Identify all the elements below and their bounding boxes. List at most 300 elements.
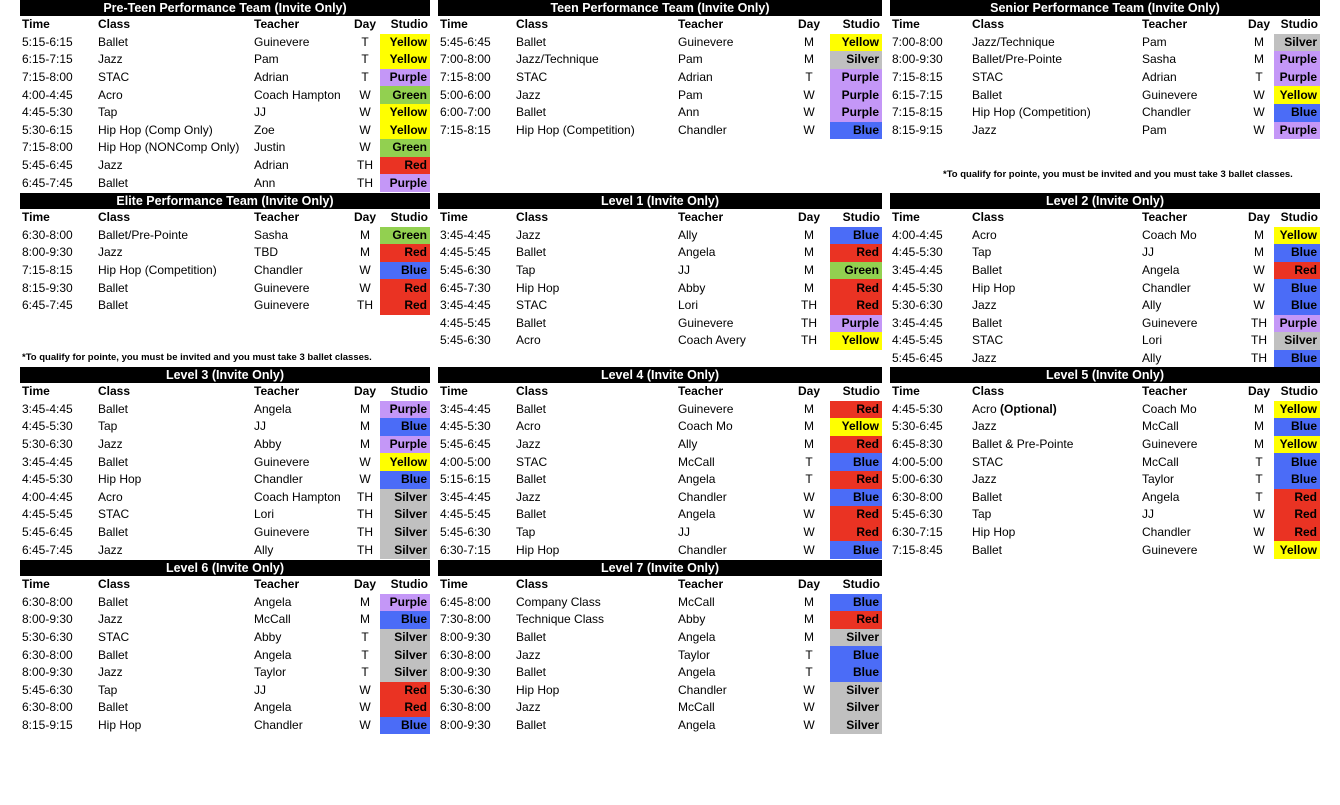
- teacher-cell: Angela: [678, 507, 716, 522]
- table-row: [438, 262, 882, 280]
- schedule-table: [438, 383, 882, 559]
- schedule-senior: [890, 0, 1320, 139]
- day-cell: W: [359, 105, 371, 120]
- studio-cell: Blue: [1274, 471, 1320, 489]
- time-cell: 6:45-7:45: [22, 298, 73, 313]
- teacher-cell: Chandler: [1142, 525, 1191, 540]
- header-time: Time: [440, 384, 468, 399]
- teacher-cell: Abby: [678, 280, 706, 295]
- day-cell: M: [1254, 52, 1264, 67]
- teacher-cell: Chandler: [1142, 280, 1191, 295]
- day-cell: W: [803, 700, 815, 715]
- table-row: [438, 717, 882, 735]
- studio-cell: Purple: [380, 594, 430, 612]
- schedule-title: Teen Performance Team (Invite Only): [438, 0, 882, 16]
- studio-cell: Purple: [380, 69, 430, 87]
- table-row: [20, 436, 430, 454]
- studio-cell: Yellow: [380, 34, 430, 52]
- teacher-cell: JJ: [678, 263, 690, 278]
- header-row: [20, 576, 430, 594]
- day-cell: T: [361, 70, 369, 85]
- teacher-cell: Ann: [678, 105, 700, 120]
- time-cell: 3:45-4:45: [22, 454, 73, 469]
- header-studio: Studio: [390, 17, 428, 32]
- teacher-cell: Sasha: [254, 227, 289, 242]
- time-cell: 6:30-8:00: [892, 489, 943, 504]
- teacher-cell: Adrian: [254, 158, 289, 173]
- header-class: Class: [516, 210, 549, 225]
- teacher-cell: Ally: [1142, 298, 1162, 313]
- time-cell: 7:15-8:00: [22, 140, 73, 155]
- teacher-cell: Guinevere: [254, 34, 310, 49]
- studio-cell: Silver: [380, 524, 430, 542]
- table-row: [20, 646, 430, 664]
- day-cell: W: [359, 122, 371, 137]
- time-cell: 8:00-9:30: [22, 665, 73, 680]
- table-row: [438, 629, 882, 647]
- teacher-cell: McCall: [1142, 419, 1179, 434]
- header-studio: Studio: [1280, 384, 1318, 399]
- table-row: [20, 244, 430, 262]
- class-cell: Hip Hop: [516, 682, 560, 697]
- studio-cell: Purple: [380, 174, 430, 192]
- studio-cell: Purple: [830, 86, 882, 104]
- studio-cell: Blue: [1274, 453, 1320, 471]
- teacher-cell: Guinevere: [1142, 87, 1198, 102]
- teacher-cell: JJ: [678, 525, 690, 540]
- day-cell: T: [805, 647, 813, 662]
- header-day: Day: [797, 210, 820, 225]
- day-cell: T: [361, 665, 369, 680]
- time-cell: 3:45-4:45: [440, 227, 491, 242]
- table-row: [20, 174, 430, 192]
- studio-cell: Yellow: [380, 453, 430, 471]
- time-cell: 5:30-6:15: [22, 122, 73, 137]
- time-cell: 3:45-4:45: [440, 401, 491, 416]
- day-cell: W: [803, 122, 815, 137]
- day-cell: M: [360, 227, 370, 242]
- class-cell: Jazz: [516, 437, 541, 452]
- schedule-table: [20, 383, 430, 559]
- table-row: [890, 489, 1320, 507]
- class-cell: Ballet: [98, 594, 129, 609]
- day-cell: M: [804, 630, 814, 645]
- studio-cell: Yellow: [830, 418, 882, 436]
- day-cell: T: [805, 70, 813, 85]
- studio-cell: Blue: [1274, 244, 1320, 262]
- class-cell: Hip Hop: [516, 280, 560, 295]
- header-day: Day: [353, 577, 376, 592]
- class-cell: Hip Hop (NONComp Only): [98, 140, 240, 155]
- table-row: [890, 506, 1320, 524]
- schedule-table: [890, 209, 1320, 367]
- teacher-cell: Abby: [678, 612, 706, 627]
- table-row: [890, 227, 1320, 245]
- teacher-cell: Angela: [678, 630, 716, 645]
- class-cell: Jazz: [972, 419, 997, 434]
- time-cell: 5:00-6:00: [440, 87, 491, 102]
- schedule-title: Senior Performance Team (Invite Only): [890, 0, 1320, 16]
- studio-cell: Yellow: [1274, 227, 1320, 245]
- table-row: [20, 489, 430, 507]
- table-row: [890, 262, 1320, 280]
- teacher-cell: Guinevere: [254, 298, 310, 313]
- teacher-cell: Taylor: [678, 647, 711, 662]
- day-cell: M: [804, 227, 814, 242]
- class-cell: Ballet: [972, 542, 1003, 557]
- header-class: Class: [972, 17, 1005, 32]
- header-class: Class: [516, 384, 549, 399]
- teacher-cell: Sasha: [1142, 52, 1177, 67]
- header-class: Class: [98, 577, 131, 592]
- table-row: [890, 104, 1320, 122]
- header-day: Day: [353, 17, 376, 32]
- header-teacher: Teacher: [678, 17, 724, 32]
- table-row: [438, 682, 882, 700]
- pointe-note-elite: *To qualify for pointe, you must be invited and you must take 3 ballet classes.: [22, 352, 372, 363]
- class-cell: Company Class: [516, 594, 601, 609]
- class-cell: Ballet: [516, 718, 547, 733]
- header-studio: Studio: [1280, 210, 1318, 225]
- studio-cell: Blue: [380, 611, 430, 629]
- teacher-cell: Zoe: [254, 122, 275, 137]
- studio-cell: Purple: [830, 69, 882, 87]
- studio-cell: Silver: [830, 717, 882, 735]
- studio-cell: Silver: [380, 664, 430, 682]
- teacher-cell: Pam: [254, 52, 279, 67]
- day-cell: W: [359, 682, 371, 697]
- studio-cell: Blue: [1274, 350, 1320, 368]
- teacher-cell: Angela: [678, 472, 716, 487]
- day-cell: TH: [357, 489, 373, 504]
- table-row: [20, 717, 430, 735]
- teacher-cell: Adrian: [678, 70, 713, 85]
- class-cell: Ballet: [98, 647, 129, 662]
- studio-cell: Blue: [830, 541, 882, 559]
- table-row: [890, 350, 1320, 368]
- class-cell: Technique Class: [516, 612, 605, 627]
- class-cell: Hip Hop (Competition): [972, 105, 1091, 120]
- table-row: [438, 86, 882, 104]
- teacher-cell: Chandler: [254, 263, 303, 278]
- time-cell: 6:30-8:00: [22, 700, 73, 715]
- time-cell: 6:45-8:30: [892, 437, 943, 452]
- time-cell: 5:30-6:30: [892, 298, 943, 313]
- day-cell: W: [803, 87, 815, 102]
- day-cell: M: [1254, 227, 1264, 242]
- header-studio: Studio: [842, 17, 880, 32]
- day-cell: M: [360, 419, 370, 434]
- header-time: Time: [22, 210, 50, 225]
- header-teacher: Teacher: [254, 17, 300, 32]
- table-row: [438, 418, 882, 436]
- teacher-cell: McCall: [678, 454, 715, 469]
- teacher-cell: Chandler: [254, 472, 303, 487]
- day-cell: T: [1255, 489, 1263, 504]
- day-cell: TH: [801, 333, 817, 348]
- teacher-cell: Angela: [678, 665, 716, 680]
- header-row: [438, 16, 882, 34]
- studio-cell: Blue: [830, 646, 882, 664]
- studio-cell: Green: [830, 262, 882, 280]
- pointe-note-senior: *To qualify for pointe, you must be invited and you must take 3 ballet classes.: [943, 169, 1293, 180]
- table-row: [438, 34, 882, 52]
- studio-cell: Silver: [380, 506, 430, 524]
- class-cell: Ballet: [516, 401, 547, 416]
- teacher-cell: Pam: [1142, 34, 1167, 49]
- day-cell: W: [1253, 263, 1265, 278]
- teacher-cell: Coach Mo: [1142, 401, 1197, 416]
- studio-cell: Blue: [1274, 297, 1320, 315]
- day-cell: M: [804, 612, 814, 627]
- class-cell: Ballet: [98, 454, 129, 469]
- studio-cell: Red: [380, 699, 430, 717]
- time-cell: 4:45-5:45: [440, 315, 491, 330]
- header-row: [438, 209, 882, 227]
- header-time: Time: [440, 577, 468, 592]
- time-cell: 6:45-8:00: [440, 594, 491, 609]
- class-cell: Ballet: [98, 700, 129, 715]
- schedule-teen: [438, 0, 882, 139]
- schedule-table: [20, 576, 430, 734]
- class-cell: Ballet: [972, 489, 1003, 504]
- time-cell: 5:00-6:30: [892, 472, 943, 487]
- studio-cell: Purple: [380, 436, 430, 454]
- class-cell: Tap: [972, 507, 992, 522]
- teacher-cell: JJ: [254, 682, 266, 697]
- day-cell: T: [1255, 472, 1263, 487]
- time-cell: 5:45-6:30: [440, 525, 491, 540]
- studio-cell: Blue: [380, 262, 430, 280]
- table-row: [890, 34, 1320, 52]
- table-row: [20, 157, 430, 175]
- teacher-cell: Lori: [1142, 333, 1163, 348]
- time-cell: 8:00-9:30: [22, 612, 73, 627]
- studio-cell: Purple: [1274, 51, 1320, 69]
- studio-cell: Silver: [830, 629, 882, 647]
- day-cell: W: [803, 489, 815, 504]
- header-day: Day: [797, 17, 820, 32]
- table-row: [20, 51, 430, 69]
- day-cell: TH: [1251, 333, 1267, 348]
- studio-cell: Silver: [380, 489, 430, 507]
- schedule-level-1: [438, 193, 882, 350]
- class-cell: Tap: [972, 245, 992, 260]
- table-row: [890, 541, 1320, 559]
- studio-cell: Green: [380, 86, 430, 104]
- table-row: [890, 122, 1320, 140]
- time-cell: 4:00-5:00: [440, 454, 491, 469]
- header-class: Class: [98, 210, 131, 225]
- teacher-cell: Adrian: [254, 70, 289, 85]
- table-row: [438, 524, 882, 542]
- day-cell: TH: [357, 158, 373, 173]
- day-cell: TH: [357, 175, 373, 190]
- table-row: [20, 629, 430, 647]
- studio-cell: Purple: [830, 104, 882, 122]
- day-cell: W: [359, 140, 371, 155]
- header-day: Day: [797, 577, 820, 592]
- day-cell: TH: [357, 525, 373, 540]
- time-cell: 8:00-9:30: [22, 245, 73, 260]
- table-row: [20, 262, 430, 280]
- time-cell: 3:45-4:45: [22, 401, 73, 416]
- schedule-table: [890, 383, 1320, 559]
- header-row: [20, 16, 430, 34]
- studio-cell: Yellow: [380, 51, 430, 69]
- teacher-cell: McCall: [1142, 454, 1179, 469]
- class-cell: Jazz: [972, 472, 997, 487]
- studio-cell: Silver: [1274, 332, 1320, 350]
- teacher-cell: Guinevere: [254, 525, 310, 540]
- header-teacher: Teacher: [1142, 17, 1188, 32]
- teacher-cell: Taylor: [254, 665, 287, 680]
- time-cell: 4:45-5:30: [22, 419, 73, 434]
- studio-cell: Red: [830, 279, 882, 297]
- table-row: [20, 401, 430, 419]
- day-cell: W: [803, 525, 815, 540]
- class-cell: STAC: [516, 70, 548, 85]
- studio-cell: Red: [380, 682, 430, 700]
- day-cell: M: [804, 52, 814, 67]
- teacher-cell: Taylor: [1142, 472, 1175, 487]
- teacher-cell: Guinevere: [1142, 315, 1198, 330]
- day-cell: M: [804, 594, 814, 609]
- class-cell: Ballet: [516, 245, 547, 260]
- time-cell: 6:30-8:00: [22, 647, 73, 662]
- schedule-level-4: [438, 367, 882, 559]
- class-cell: Hip Hop (Competition): [516, 122, 635, 137]
- class-cell: Jazz: [516, 87, 541, 102]
- day-cell: W: [803, 682, 815, 697]
- day-cell: M: [360, 594, 370, 609]
- teacher-cell: McCall: [678, 700, 715, 715]
- table-row: [438, 699, 882, 717]
- teacher-cell: Guinevere: [254, 454, 310, 469]
- teacher-cell: Guinevere: [254, 280, 310, 295]
- header-studio: Studio: [390, 210, 428, 225]
- time-cell: 6:00-7:00: [440, 105, 491, 120]
- studio-cell: Purple: [830, 315, 882, 333]
- studio-cell: Red: [830, 524, 882, 542]
- studio-cell: Red: [830, 244, 882, 262]
- header-teacher: Teacher: [678, 577, 724, 592]
- time-cell: 6:30-8:00: [440, 647, 491, 662]
- class-cell: Ballet: [516, 507, 547, 522]
- day-cell: T: [1255, 454, 1263, 469]
- header-studio: Studio: [842, 384, 880, 399]
- header-class: Class: [516, 17, 549, 32]
- studio-cell: Yellow: [1274, 401, 1320, 419]
- header-time: Time: [22, 17, 50, 32]
- class-cell: Jazz: [516, 227, 541, 242]
- day-cell: T: [361, 34, 369, 49]
- day-cell: W: [359, 472, 371, 487]
- class-cell: STAC: [98, 507, 130, 522]
- day-cell: T: [805, 454, 813, 469]
- teacher-cell: Ally: [678, 227, 698, 242]
- class-cell: Hip Hop: [98, 472, 142, 487]
- header-row: [438, 383, 882, 401]
- studio-cell: Red: [830, 436, 882, 454]
- day-cell: W: [359, 700, 371, 715]
- teacher-cell: JJ: [1142, 245, 1154, 260]
- header-studio: Studio: [842, 577, 880, 592]
- table-row: [890, 86, 1320, 104]
- time-cell: 4:45-5:30: [440, 419, 491, 434]
- schedule-elite: [20, 193, 430, 315]
- table-row: [890, 297, 1320, 315]
- class-cell: Ballet: [516, 665, 547, 680]
- header-time: Time: [440, 210, 468, 225]
- table-row: [20, 453, 430, 471]
- class-name: Acro: [972, 401, 997, 416]
- teacher-cell: JJ: [1142, 507, 1154, 522]
- time-cell: 7:00-8:00: [440, 52, 491, 67]
- studio-cell: Red: [1274, 524, 1320, 542]
- table-row: [890, 401, 1320, 419]
- table-row: [438, 279, 882, 297]
- studio-cell: Red: [1274, 262, 1320, 280]
- teacher-cell: McCall: [678, 594, 715, 609]
- time-cell: 5:30-6:30: [22, 437, 73, 452]
- day-cell: T: [1255, 70, 1263, 85]
- teacher-cell: Chandler: [678, 542, 727, 557]
- header-row: [890, 209, 1320, 227]
- table-row: [890, 244, 1320, 262]
- teacher-cell: Coach Hampton: [254, 87, 341, 102]
- class-cell: Jazz: [516, 489, 541, 504]
- table-row: [20, 506, 430, 524]
- table-row: [890, 69, 1320, 87]
- time-cell: 5:30-6:30: [440, 682, 491, 697]
- time-cell: 5:45-6:30: [892, 507, 943, 522]
- header-teacher: Teacher: [254, 577, 300, 592]
- class-cell: Tap: [516, 525, 536, 540]
- table-row: [438, 104, 882, 122]
- teacher-cell: Guinevere: [678, 401, 734, 416]
- header-day: Day: [797, 384, 820, 399]
- header-teacher: Teacher: [254, 210, 300, 225]
- day-cell: W: [1253, 298, 1265, 313]
- schedule-title: Level 2 (Invite Only): [890, 193, 1320, 209]
- time-cell: 6:30-7:15: [892, 525, 943, 540]
- day-cell: M: [804, 280, 814, 295]
- class-cell: Ballet & Pre-Pointe: [972, 437, 1074, 452]
- time-cell: 6:45-7:30: [440, 280, 491, 295]
- day-cell: W: [1253, 105, 1265, 120]
- class-cell: Jazz: [972, 351, 997, 366]
- time-cell: 4:45-5:45: [892, 333, 943, 348]
- time-cell: 8:00-9:30: [892, 52, 943, 67]
- teacher-cell: Ally: [1142, 351, 1162, 366]
- table-row: [20, 139, 430, 157]
- class-cell: Ballet: [972, 263, 1003, 278]
- time-cell: 5:45-6:45: [892, 351, 943, 366]
- header-teacher: Teacher: [678, 384, 724, 399]
- teacher-cell: JJ: [254, 105, 266, 120]
- day-cell: T: [805, 665, 813, 680]
- class-cell: Jazz: [516, 700, 541, 715]
- class-cell: Tap: [98, 682, 118, 697]
- table-row: [20, 524, 430, 542]
- class-cell: Tap: [98, 419, 118, 434]
- schedule-title: Level 5 (Invite Only): [890, 367, 1320, 383]
- class-cell: Ballet: [516, 315, 547, 330]
- time-cell: 5:45-6:45: [22, 525, 73, 540]
- studio-cell: Blue: [830, 489, 882, 507]
- schedule-table: [20, 16, 430, 192]
